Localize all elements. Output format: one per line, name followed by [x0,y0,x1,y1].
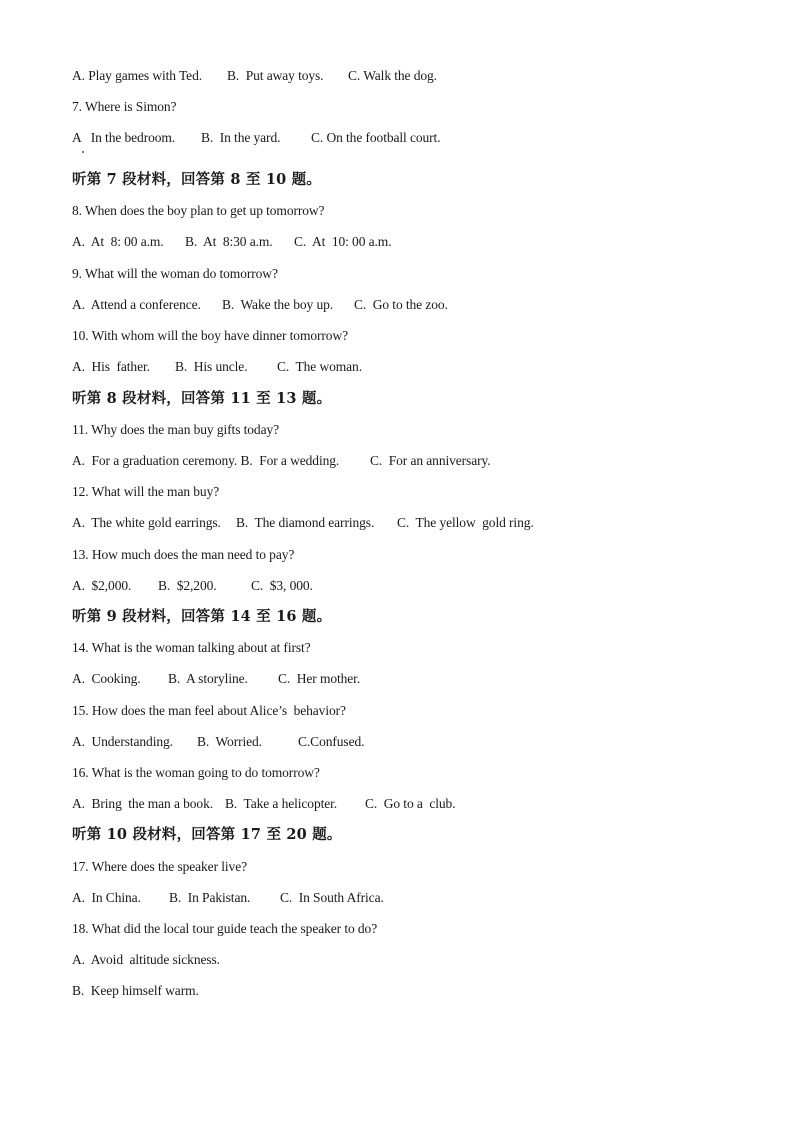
question-text: 7. Where is Simon? [72,99,177,114]
answer-option: A. $2,000. [72,578,132,593]
answer-option: A. Bring the man a book. [72,796,214,811]
section-heading: 听第 7 段材料，回答第 8 至 10 题。 [72,171,322,188]
question-text: 12. What will the man buy? [72,484,220,499]
answer-option: B. In the yard. [201,130,281,145]
answer-option: C. On the football court. [311,130,441,145]
answer-option: C. The woman. [277,359,362,374]
answer-option: A. Understanding. [72,734,173,749]
answer-option: B. At 8:30 a.m. [185,234,273,249]
section-heading: 听第 10 段材料，回答第 17 至 20 题。 [72,826,342,843]
question-text: 16. What is the woman going to do tomorrow? [72,765,320,780]
answer-option: C. $3, 000. [251,578,313,593]
question-text: 8. When does the boy plan to get up tomorrow? [72,203,325,218]
answer-option: B. A storyline. [168,671,248,686]
answer-option: C. Go to the zoo. [354,297,448,312]
question-text: 13. How much does the man need to pay? [72,547,295,562]
answer-option: A. Attend a conference. [72,297,201,312]
answer-option: C. Walk the dog. [348,68,437,83]
question-text: 14. What is the woman talking about at first? [72,640,311,655]
answer-option: C. At 10: 00 a.m. [294,234,392,249]
answer-option: A. Cooking. [72,671,141,686]
answer-option: A. His father. [72,359,150,374]
stray-mark-dot [82,151,84,153]
answer-option: C. For an anniversary. [370,453,491,468]
answer-option: C. The yellow gold ring. [397,515,534,530]
question-text: 18. What did the local tour guide teach the speaker to do? [72,921,378,936]
answer-option: C. In South Africa. [280,890,384,905]
answer-option: A In the bedroom. [72,130,176,145]
question-text: 17. Where does the speaker live? [72,859,247,874]
section-heading: 听第 9 段材料，回答第 14 至 16 题。 [72,608,332,625]
section-heading: 听第 8 段材料，回答第 11 至 13 题。 [72,390,332,407]
answer-option: B. $2,200. [158,578,217,593]
question-text: 11. Why does the man buy gifts today? [72,422,280,437]
answer-option: B. Put away toys. [227,68,324,83]
answer-option: B. Worried. [197,734,262,749]
question-text: B. Keep himself warm. [72,983,199,998]
answer-option: A. For a graduation ceremony. B. For a wedding. [72,453,340,468]
answer-option: A. At 8: 00 a.m. [72,234,164,249]
answer-option: A. In China. [72,890,141,905]
answer-option: C. Go to a club. [365,796,456,811]
question-text: 10. With whom will the boy have dinner tomorrow? [72,328,348,343]
answer-option: B. Wake the boy up. [222,297,334,312]
question-text: 9. What will the woman do tomorrow? [72,266,278,281]
answer-option: C.Confused. [298,734,365,749]
answer-option: A. The white gold earrings. [72,515,221,530]
answer-option: B. In Pakistan. [169,890,251,905]
question-text: 15. How does the man feel about Alice’s behavior? [72,703,346,718]
question-text: A. Avoid altitude sickness. [72,952,220,967]
answer-option: B. Take a helicopter. [225,796,338,811]
answer-option: C. Her mother. [278,671,361,686]
answer-option: A. Play games with Ted. [72,68,202,83]
answer-option: B. His uncle. [175,359,248,374]
answer-option: B. The diamond earrings. [236,515,375,530]
